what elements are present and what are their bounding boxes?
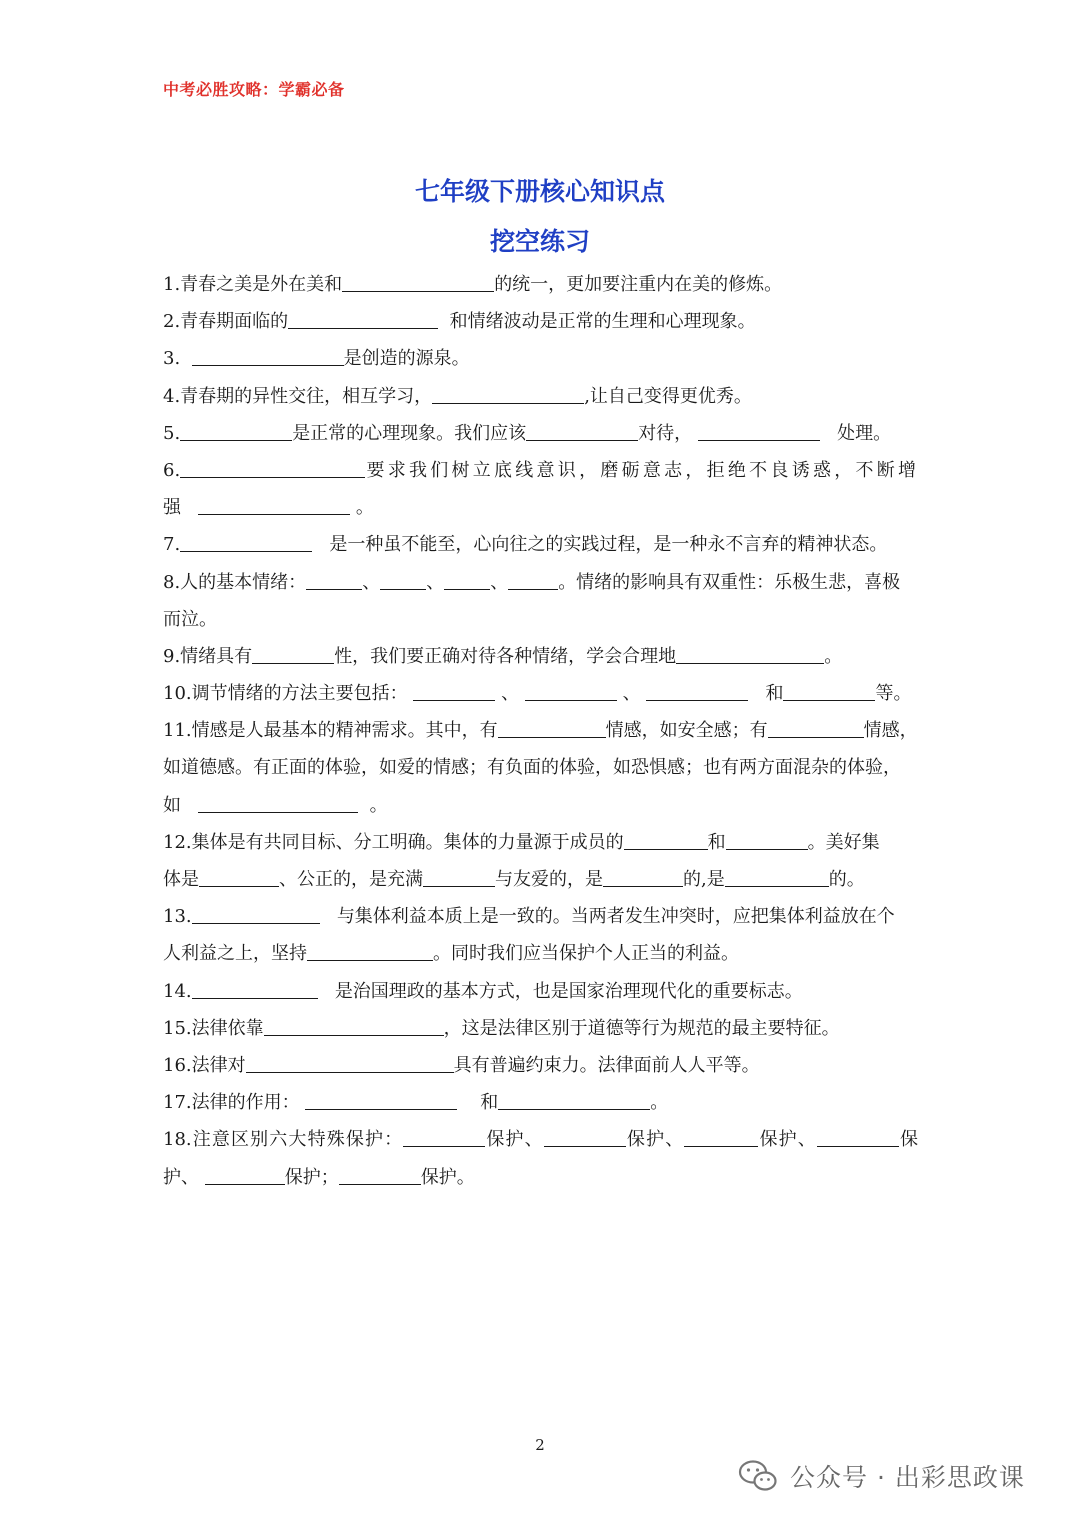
- answer-blank: [180, 457, 365, 478]
- answer-blank: [205, 1164, 285, 1185]
- answer-blank: [432, 383, 584, 404]
- answer-blank: [526, 420, 638, 441]
- question-15: 15.法律依靠 ，这是法律区别于道德等行为规范的最主要特征。: [163, 1010, 918, 1047]
- wechat-icon: [738, 1459, 778, 1493]
- answer-blank: [192, 903, 320, 924]
- question-10: 10.调节情绪的方法主要包括： 、 、 和 等。: [163, 675, 918, 712]
- question-7: 7. 是一种虽不能至，心向往之的实践过程，是一种永不言弃的精神状态。: [163, 526, 918, 563]
- answer-blank: [199, 866, 279, 887]
- question-6: 6. 要求我们树立底线意识，磨砺意志，拒绝不良诱惑，不断增: [163, 452, 918, 489]
- page-title: 七年级下册核心知识点: [414, 177, 665, 206]
- answer-blank: [498, 1089, 650, 1110]
- question-16: 16.法律对 具有普遍约束力。法律面前人人平等。: [163, 1047, 918, 1084]
- question-6-cont: 强 。: [163, 489, 918, 526]
- answer-blank: [198, 792, 358, 813]
- answer-blank: [444, 569, 490, 590]
- answer-blank: [305, 1089, 457, 1110]
- question-2: 2.青春期面临的 和情绪波动是正常的生理和心理现象。: [163, 303, 918, 340]
- answer-blank: [603, 866, 683, 887]
- answer-blank: [288, 308, 438, 329]
- answer-blank: [684, 1126, 758, 1147]
- answer-blank: [726, 829, 808, 850]
- answer-blank: [498, 717, 606, 738]
- answer-blank: [306, 569, 362, 590]
- answer-blank: [246, 1052, 454, 1073]
- answer-blank: [783, 680, 875, 701]
- answer-blank: [307, 940, 433, 961]
- answer-blank: [198, 494, 350, 515]
- answer-blank: [725, 866, 829, 887]
- answer-blank: [525, 680, 617, 701]
- answer-blank: [413, 680, 495, 701]
- answer-blank: [180, 420, 292, 441]
- answer-blank: [192, 345, 344, 366]
- question-1: 1.青春之美是外在美和 的统一，更加要注重内在美的修炼。: [163, 266, 918, 303]
- answer-blank: [698, 420, 820, 441]
- answer-blank: [508, 569, 558, 590]
- question-8-cont: 而泣。: [163, 608, 217, 630]
- question-8: 8.人的基本情绪： 、 、 、 。情绪的影响具有双重性：乐极生悲，喜极: [163, 564, 918, 601]
- question-14: 14. 是治国理政的基本方式，也是国家治理现代化的重要标志。: [163, 973, 918, 1010]
- answer-blank: [768, 717, 864, 738]
- question-5: 5. 是正常的心理现象。我们应该 对待， 处理。: [163, 415, 918, 452]
- question-11-cont2: 如 。: [163, 787, 918, 824]
- question-12-cont: 体是 、公正的，是充满 与友爱的，是 的,是 的。: [163, 861, 918, 898]
- answer-blank: [624, 829, 708, 850]
- answer-blank: [380, 569, 426, 590]
- watermark: [738, 1458, 1025, 1494]
- question-13: 13. 与集体利益本质上是一致的。当两者发生冲突时，应把集体利益放在个: [163, 898, 918, 935]
- answer-blank: [192, 978, 318, 999]
- question-9: 9.情绪具有 性，我们要正确对待各种情绪，学会合理地 。: [163, 638, 918, 675]
- answer-blank: [252, 643, 334, 664]
- header-note: 中考必胜攻略：学霸必备: [163, 80, 345, 99]
- watermark-text: 公众号 · 出彩思政课: [790, 1463, 1025, 1492]
- answer-blank: [423, 866, 495, 887]
- answer-blank: [339, 1164, 421, 1185]
- question-11: 11.情感是人最基本的精神需求。其中，有 情感，如安全感；有 情感，: [163, 712, 918, 749]
- question-3: 3. 是创造的源泉。: [163, 340, 918, 377]
- answer-blank: [403, 1126, 485, 1147]
- question-11-cont: 如道德感。有正面的体验，如爱的情感；有负面的体验，如恐惧感；也有两方面混杂的体验，: [163, 757, 901, 779]
- answer-blank: [817, 1126, 899, 1147]
- question-18: 18.注意区别六大特殊保护： 保护、 保护、 保护、 保: [163, 1121, 918, 1158]
- question-13-cont: 人利益之上，坚持 。同时我们应当保护个人正当的利益。: [163, 935, 918, 972]
- answer-blank: [676, 643, 824, 664]
- page-number: 2: [535, 1436, 545, 1454]
- question-12: 12.集体是有共同目标、分工明确。集体的力量源于成员的 和 。美好集: [163, 824, 918, 861]
- question-4: 4.青春期的异性交往，相互学习， ,让自己变得更优秀。: [163, 378, 918, 415]
- answer-blank: [646, 680, 748, 701]
- answer-blank: [342, 271, 494, 292]
- exercise-list: [163, 266, 918, 1196]
- question-17: 17.法律的作用： 和 。: [163, 1084, 918, 1121]
- page-subtitle: 挖空练习: [489, 227, 590, 256]
- answer-blank: [544, 1126, 626, 1147]
- answer-blank: [264, 1015, 444, 1036]
- question-18-cont: 护、 保护； 保护。: [163, 1159, 918, 1196]
- answer-blank: [180, 531, 312, 552]
